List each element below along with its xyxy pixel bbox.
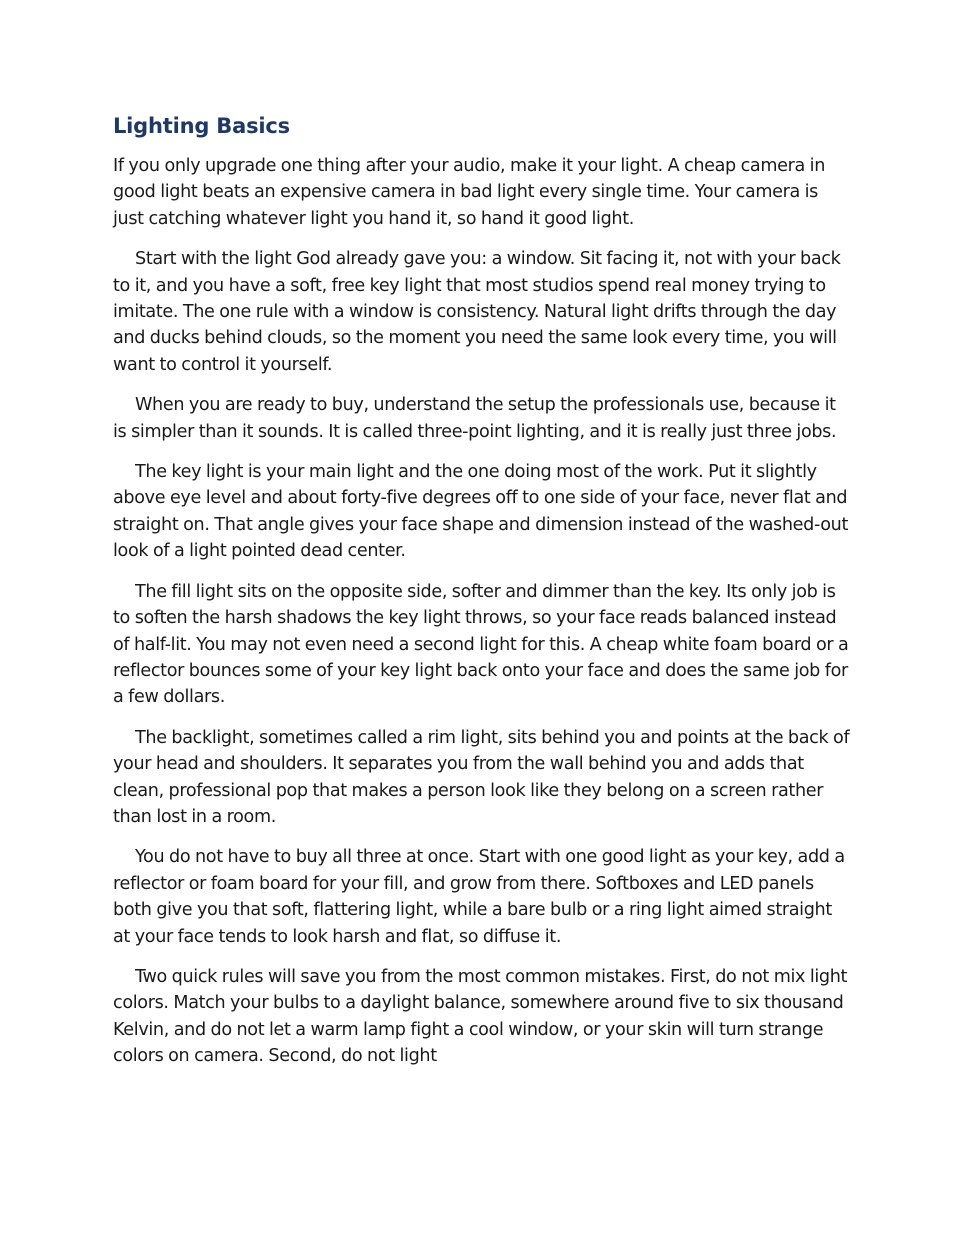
- paragraph-window: Start with the light God already gave you: a window. Sit facing it, not with your back to it, and you have a soft, free key light that most studios spend real money trying to imitate. The one rule with a window is consistency. Natural light drifts through the day and ducks behind clouds, so the moment you need the same look every time, you will want to control it yourself.: [113, 249, 841, 375]
- section-heading: Lighting Basics: [113, 114, 290, 138]
- paragraph-key-light: The key light is your main light and the one doing most of the work. Put it slightly above eye level and about forty-five degrees off to one side of your face, never flat and straight on. That angle gives your face shape and dimension instead of the washed-out look of a light pointed dead center.: [113, 462, 849, 562]
- paragraph-three-point: When you are ready to buy, understand the setup the professionals use, because it is simpler than it sounds. It is called three-point lighting, and it is really just three jobs.: [113, 395, 837, 442]
- paragraph-intro: If you only upgrade one thing after your audio, make it your light. A cheap camera in good light beats an expensive camera in bad light every single time. Your camera is just catching whatever light you hand it, so hand it good light.: [113, 156, 826, 229]
- paragraph-backlight: The backlight, sometimes called a rim light, sits behind you and points at the back of your head and shoulders. It separates you from the wall behind you and adds that clean, professional pop that makes a person look like they belong on a screen rather than lost in a room.: [113, 727, 850, 827]
- document-page: [113, 111, 853, 1084]
- paragraph-quick-rules: Two quick rules will save you from the most common mistakes. First, do not mix light colors. Match your bulbs to a daylight balance, somewhere around five to six thousand Kelvin, and do not let a warm lamp fight a cool window, or your skin will turn strange colors on camera. Second, do not light: [113, 966, 848, 1067]
- paragraph-buying-advice: You do not have to buy all three at once. Start with one good light as your key, add a reflector or foam board for your fill, and grow from there. Softboxes and LED panels both give you that soft, flattering light, while a bare bulb or a ring light aimed straight at your face tends to look harsh and flat, so diffuse it.: [113, 847, 845, 947]
- paragraph-fill-light: The fill light sits on the opposite side, softer and dimmer than the key. Its only job is to soften the harsh shadows the key light throws, so your face reads balanced instead of half-lit. You may not even need a second light for this. A cheap white foam board or a reflector bounces some of your key light back onto your face and does the same job for a few dollars.: [113, 581, 849, 708]
